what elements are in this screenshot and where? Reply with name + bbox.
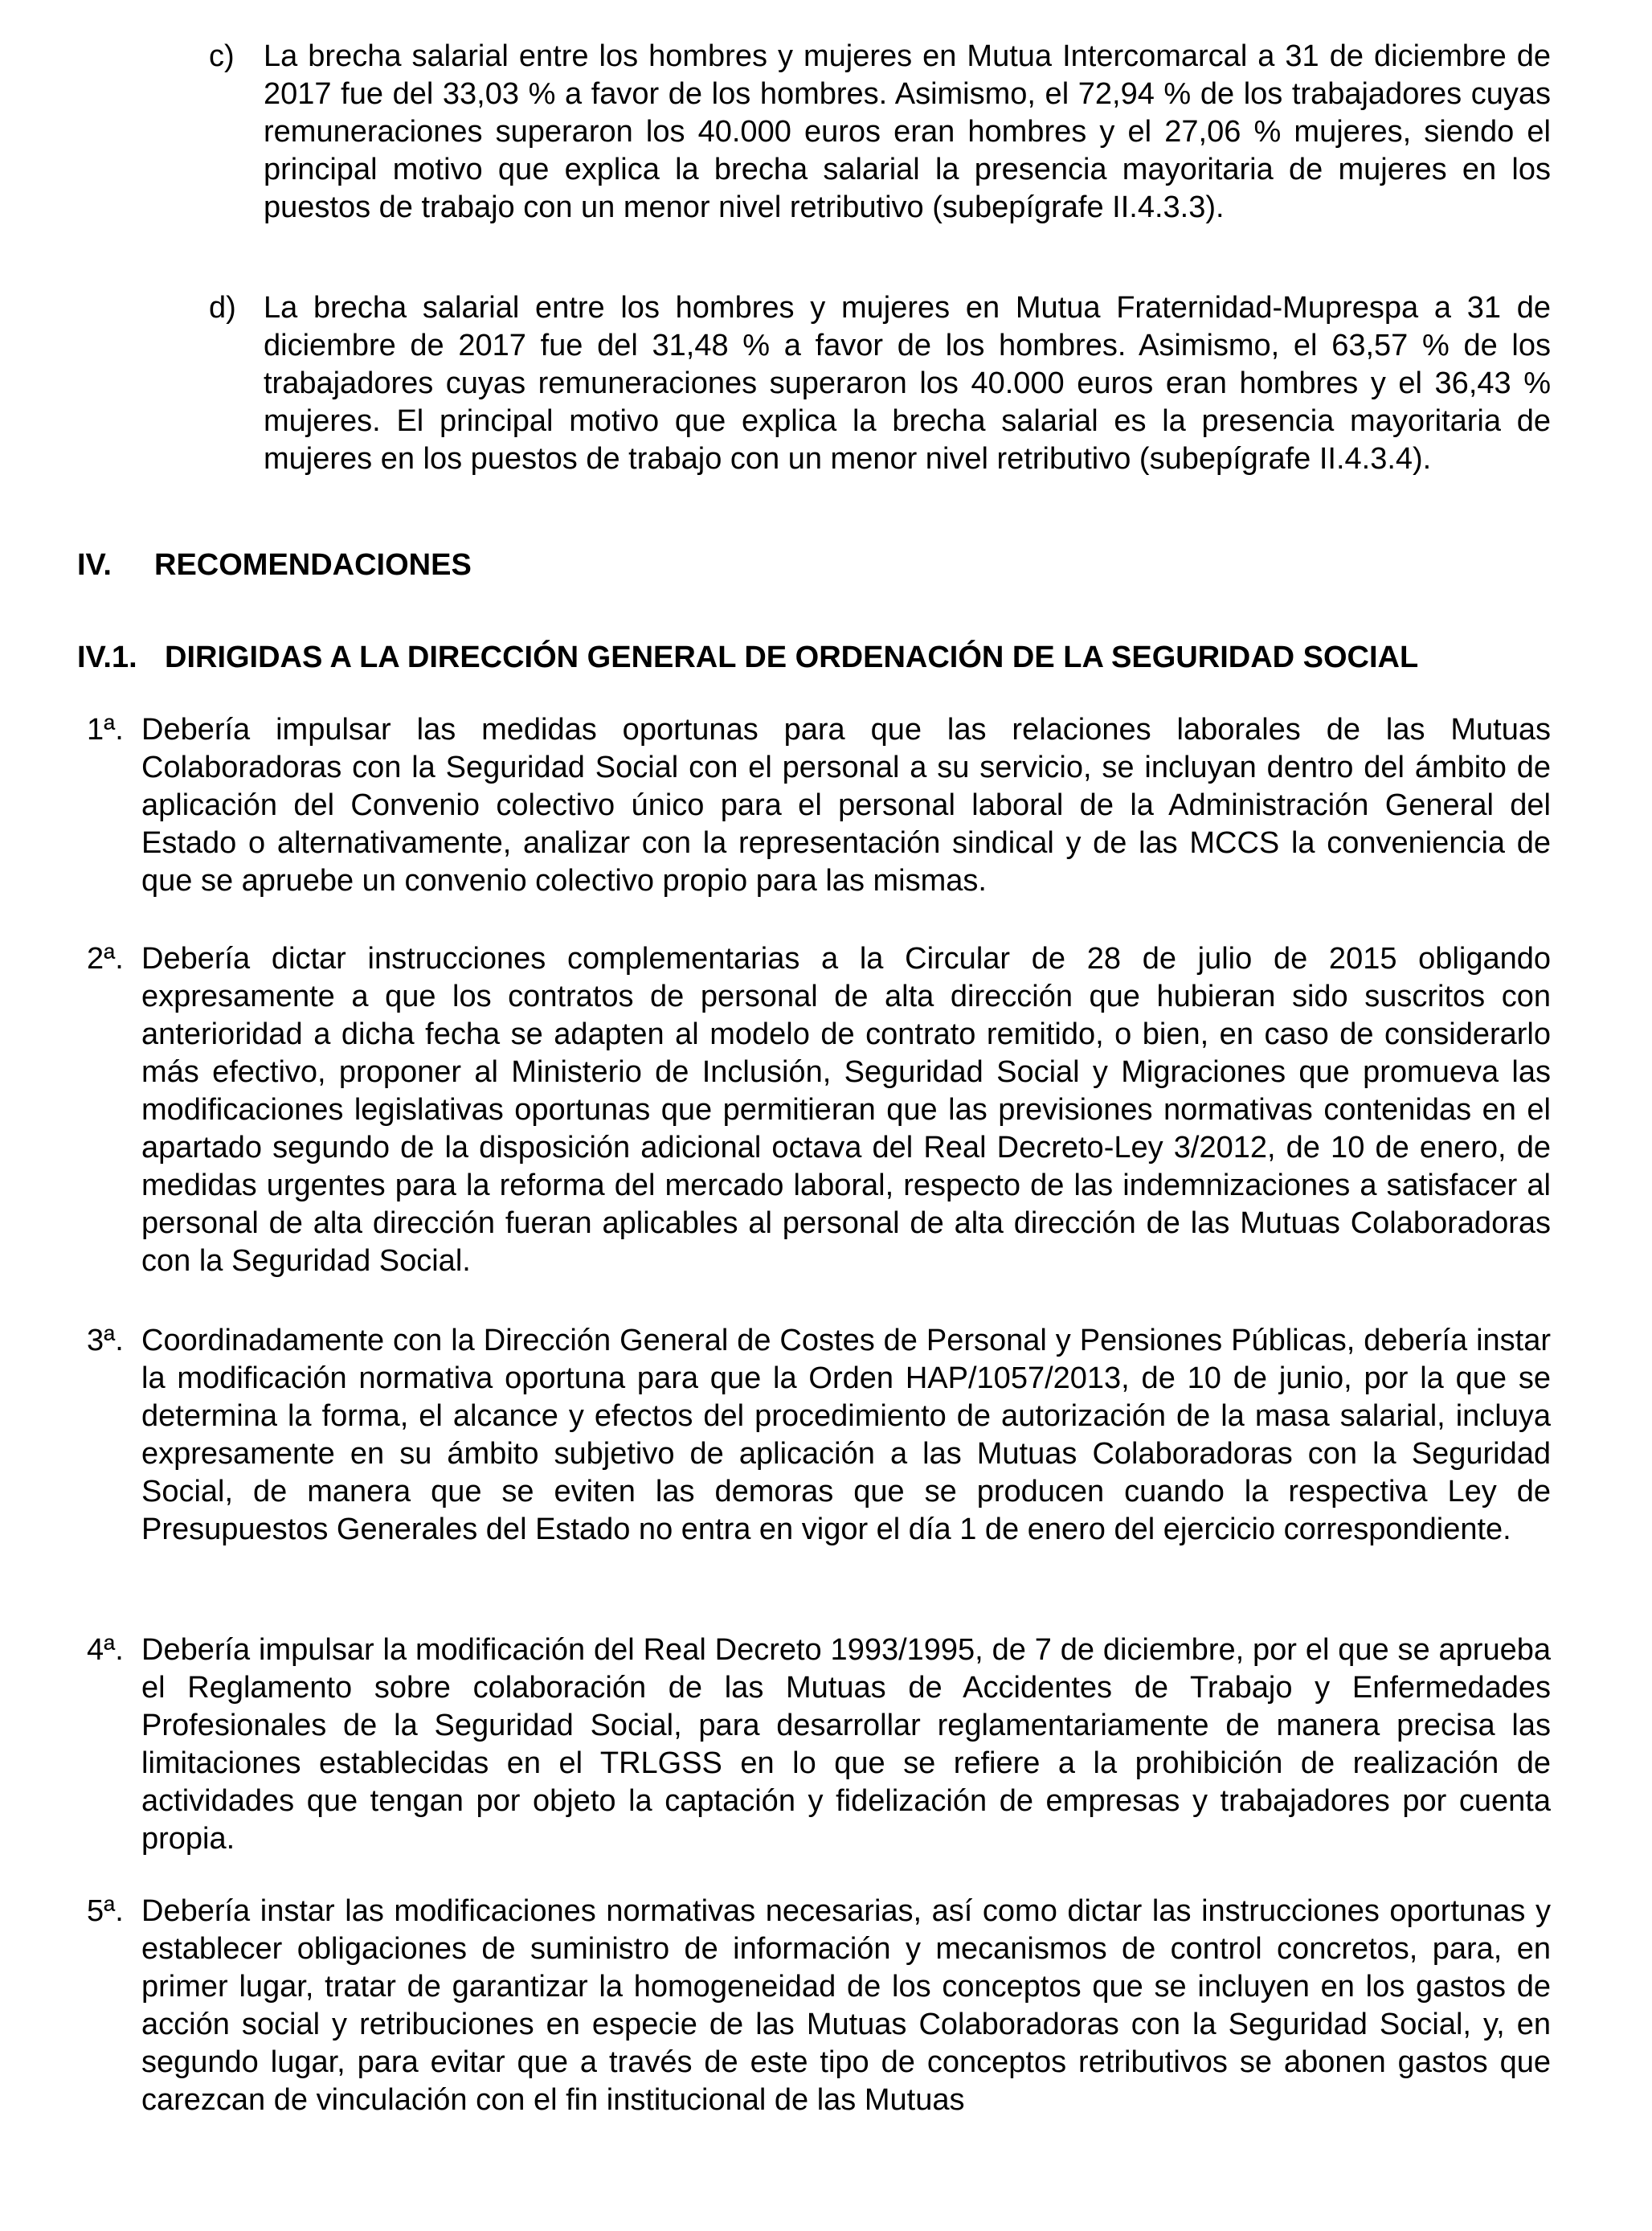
recommendation-marker: 1ª. bbox=[87, 713, 124, 747]
recommendation-text: Debería dictar instrucciones complementarias a la Circular de 28 de julio de 2015 obligando expresamente a que los contratos de personal de alta dirección que hubieran sido suscritos con anterioridad a dicha fecha se adapten al modelo de contrato remitido, o bien, en caso de considerarlo más efectivo, proponer al Ministerio de Inclusión, Seguridad Social y Migraciones que promueva las modificaciones legislativas oportunas que permitieran que las previsiones normativas contenidas en el apartado segundo de la disposición adicional octava del Real Decreto-Ley 3/2012, de 10 de enero, de medidas urgentes para la reforma del mercado laboral, respecto de las indemnizaciones a satisfacer al personal de alta dirección fueran aplicables al personal de alta dirección de las Mutuas Colaboradoras con la Seguridad Social. bbox=[141, 942, 1551, 1278]
section-title: RECOMENDACIONES bbox=[154, 548, 472, 582]
subsection-number: IV.1. bbox=[77, 641, 137, 674]
recommendation-3 bbox=[87, 1322, 1551, 1549]
subsection-title: DIRIGIDAS A LA DIRECCIÓN GENERAL DE ORDENACIÓN DE LA SEGURIDAD SOCIAL bbox=[165, 641, 1419, 674]
subsection-heading bbox=[77, 639, 1418, 677]
section-heading bbox=[77, 546, 472, 584]
section-number: IV. bbox=[77, 548, 112, 582]
list-marker: c) bbox=[209, 39, 235, 73]
list-item-c bbox=[209, 38, 1551, 227]
recommendation-marker: 4ª. bbox=[87, 1633, 124, 1667]
recommendation-2 bbox=[87, 940, 1551, 1280]
list-item-d bbox=[209, 289, 1551, 478]
list-marker: d) bbox=[209, 291, 236, 325]
recommendation-marker: 5ª. bbox=[87, 1894, 124, 1928]
recommendation-1 bbox=[87, 711, 1551, 900]
recommendation-4 bbox=[87, 1631, 1551, 1858]
list-item-text: La brecha salarial entre los hombres y mujeres en Mutua Intercomarcal a 31 de diciembre de 2017 fue del 33,03 % a favor de los hombres. Asimismo, el 72,94 % de los trabajadores cuyas remuneraciones superaron los 40.000 euros eran hombres y el 27,06 % mujeres, siendo el principal motivo que explica la brecha salarial la presencia mayoritaria de mujeres en los puestos de trabajo con un menor nivel retributivo (subepígrafe II.4.3.3). bbox=[264, 39, 1551, 224]
recommendation-5 bbox=[87, 1893, 1551, 2119]
recommendation-text: Debería impulsar las medidas oportunas para que las relaciones laborales de las Mutuas Colaboradoras con la Seguridad Social con el personal a su servicio, se incluyan dentro del ámbito de aplicación del Convenio colectivo único para el personal laboral de la Administración General del Estado o alternativamente, analizar con la representación sindical y de las MCCS la conveniencia de que se apruebe un convenio colectivo propio para las mismas. bbox=[141, 713, 1551, 898]
recommendation-marker: 3ª. bbox=[87, 1324, 124, 1357]
recommendation-text: Coordinadamente con la Dirección General de Costes de Personal y Pensiones Públicas, debería instar la modificación normativa oportuna para que la Orden HAP/1057/2013, de 10 de junio, por la que se determina la forma, el alcance y efectos del procedimiento de autorización de la masa salarial, incluya expresamente en su ámbito subjetivo de aplicación a las Mutuas Colaboradoras con la Seguridad Social, de manera que se eviten las demoras que se producen cuando la respectiva Ley de Presupuestos Generales del Estado no entra en vigor el día 1 de enero del ejercicio correspondiente. bbox=[141, 1324, 1551, 1546]
recommendation-marker: 2ª. bbox=[87, 942, 124, 976]
recommendation-text: Debería instar las modificaciones normativas necesarias, así como dictar las instrucciones oportunas y establecer obligaciones de suministro de información y mecanismos de control concretos, para, en primer lugar, tratar de garantizar la homogeneidad de los conceptos que se incluyen en los gastos de acción social y retribuciones en especie de las Mutuas Colaboradoras con la Seguridad Social, y, en segundo lugar, para evitar que a través de este tipo de conceptos retributivos se abonen gastos que carezcan de vinculación con el fin institucional de las Mutuas bbox=[141, 1894, 1551, 2117]
list-item-text: La brecha salarial entre los hombres y mujeres en Mutua Fraternidad-Muprespa a 31 de diciembre de 2017 fue del 31,48 % a favor de los hombres. Asimismo, el 63,57 % de los trabajadores cuyas remuneraciones superaron los 40.000 euros eran hombres y el 36,43 % mujeres. El principal motivo que explica la brecha salarial es la presencia mayoritaria de mujeres en los puestos de trabajo con un menor nivel retributivo (subepígrafe II.4.3.4). bbox=[264, 291, 1551, 476]
recommendation-text: Debería impulsar la modificación del Real Decreto 1993/1995, de 7 de diciembre, por el que se aprueba el Reglamento sobre colaboración de las Mutuas de Accidentes de Trabajo y Enfermedades Profesionales de la Seguridad Social, para desarrollar reglamentariamente de manera precisa las limitaciones establecidas en el TRLGSS en lo que se refiere a la prohibición de realización de actividades que tengan por objeto la captación y fidelización de empresas y trabajadores por cuenta propia. bbox=[141, 1633, 1551, 1856]
